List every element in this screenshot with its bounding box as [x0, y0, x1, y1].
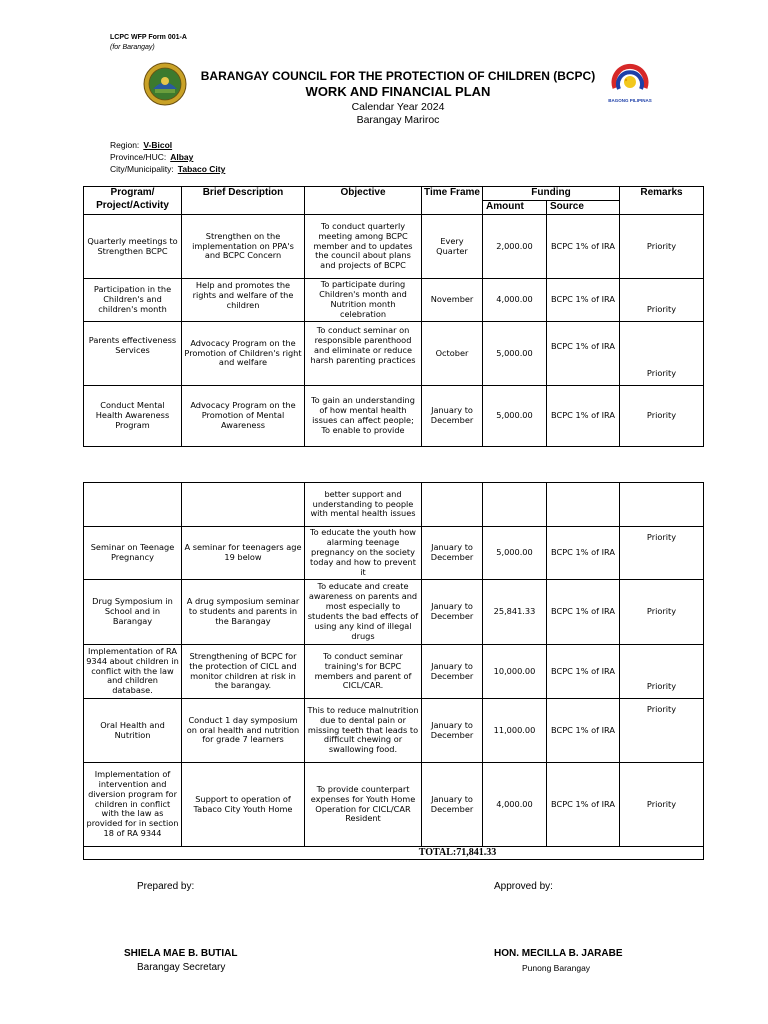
region-value: V-Bicol — [143, 140, 173, 150]
col-description: Brief Description — [182, 187, 305, 215]
continuation-text: better support and understanding to people with mental health issues — [305, 483, 422, 527]
table-row: Participation in the Children's and children's month Help and promotes the rights and welfare of the children To participate during Children's month and Nutrition month celebration November 4,000.00 BCPC 1% of IRA Priority — [84, 279, 704, 322]
form-code: LCPC WFP Form 001-A — [110, 34, 187, 41]
table-row: Implementation of intervention and diversion program for children in conflict with the law as provided for in section 18 of RA 9344 Support to operation of Tabaco City Youth Home To provide counterpart expenses for Youth Home Operation for CICL/CAR Resident January to December 4,000.00 BCPC 1% of IRA Priority — [84, 763, 704, 847]
calendar-year: Calendar Year 2024 — [351, 101, 445, 113]
total-row — [84, 847, 704, 860]
preparer-name: SHIELA MAE B. BUTIAL — [124, 948, 238, 959]
plan-title: WORK AND FINANCIAL PLAN — [305, 84, 491, 99]
province-line: Province/HUC: Albay — [110, 152, 194, 162]
table-row: Drug Symposium in School and in Barangay A drug symposium seminar to students and parents in the Barangay To educate and create awareness on parents and most especially to students the bad effects of using any kind of illegal drugs January to December 25,841.33 BCPC 1% of IRA Priority — [84, 580, 704, 645]
col-amount: Amount — [483, 201, 547, 215]
wfp-table-page-1 — [83, 186, 704, 447]
table-row: Conduct Mental Health Awareness Program Advocacy Program on the Promotion of Mental Awareness To gain an understanding of how mental health issues can affect people; To enable to provide January to December 5,000.00 BCPC 1% of IRA Priority — [84, 386, 704, 447]
form-subtitle: (for Barangay) — [110, 44, 155, 51]
table-row: Quarterly meetings to Strengthen BCPC Strengthen on the implementation on PPA's and BCPC Concern To conduct quarterly meeting among BCPC member and to updates the council about plans and projects of BCPC Every Quarter 2,000.00 BCPC 1% of IRA Priority — [84, 215, 704, 279]
table-row: Oral Health and Nutrition Conduct 1 day symposium on oral health and nutrition for grade 7 learners This to reduce malnutrition due to dental pain or missing teeth that leads to difficult chewing or swallowing food. January to December 11,000.00 BCPC 1% of IRA Priority — [84, 699, 704, 763]
city-line: City/Municipality: Tabaco City — [110, 164, 226, 174]
right-logo-caption: BAGONG PILIPINAS — [608, 98, 652, 103]
table-row — [84, 483, 704, 527]
region-line: Region: V-Bicol — [110, 140, 173, 150]
table-row: Seminar on Teenage Pregnancy A seminar for teenagers age 19 below To educate the youth how alarming teenage pregnancy on the society today and how to prevent it January to December 5,000.00 BCPC 1% of IRA Priority — [84, 527, 704, 580]
approver-name: HON. MECILLA B. JARABE — [494, 948, 623, 959]
approver-title: Punong Barangay — [522, 963, 591, 973]
table-row: Parents effectiveness Services Advocacy Program on the Promotion of Children's right and welfare To conduct seminar on responsible parenthood and eliminate or reduce harsh parenting practices October 5,000.00 BCPC 1% of IRA Priority — [84, 322, 704, 386]
col-source: Source — [547, 201, 620, 215]
province-value: Albay — [170, 152, 194, 162]
col-timeframe: Time Frame — [422, 187, 483, 215]
col-remarks: Remarks — [620, 187, 704, 215]
approved-by-label: Approved by: — [494, 881, 553, 892]
table-row: Implementation of RA 9344 about children in conflict with the law and children database. Strengthening of BCPC for the protection of CICL and monitor children at risk in the barangay. To conduct seminar training's for BCPC members and parent of CICL/CAR. January to December 10,000.00 BCPC 1% of IRA Priority — [84, 645, 704, 699]
wfp-table-page-2 — [83, 482, 704, 860]
org-title: BARANGAY COUNCIL FOR THE PROTECTION OF CHILDREN (BCPC) — [200, 69, 596, 83]
col-funding: Funding — [483, 187, 620, 201]
barangay-name: Barangay Mariroc — [356, 114, 440, 126]
col-objective: Objective — [305, 187, 422, 215]
total-amount: TOTAL:71,841.33 — [84, 847, 704, 860]
preparer-title: Barangay Secretary — [137, 962, 226, 973]
col-program: Program/ Project/Activity — [84, 187, 182, 215]
prepared-by-label: Prepared by: — [137, 881, 195, 892]
city-value: Tabaco City — [177, 164, 226, 174]
